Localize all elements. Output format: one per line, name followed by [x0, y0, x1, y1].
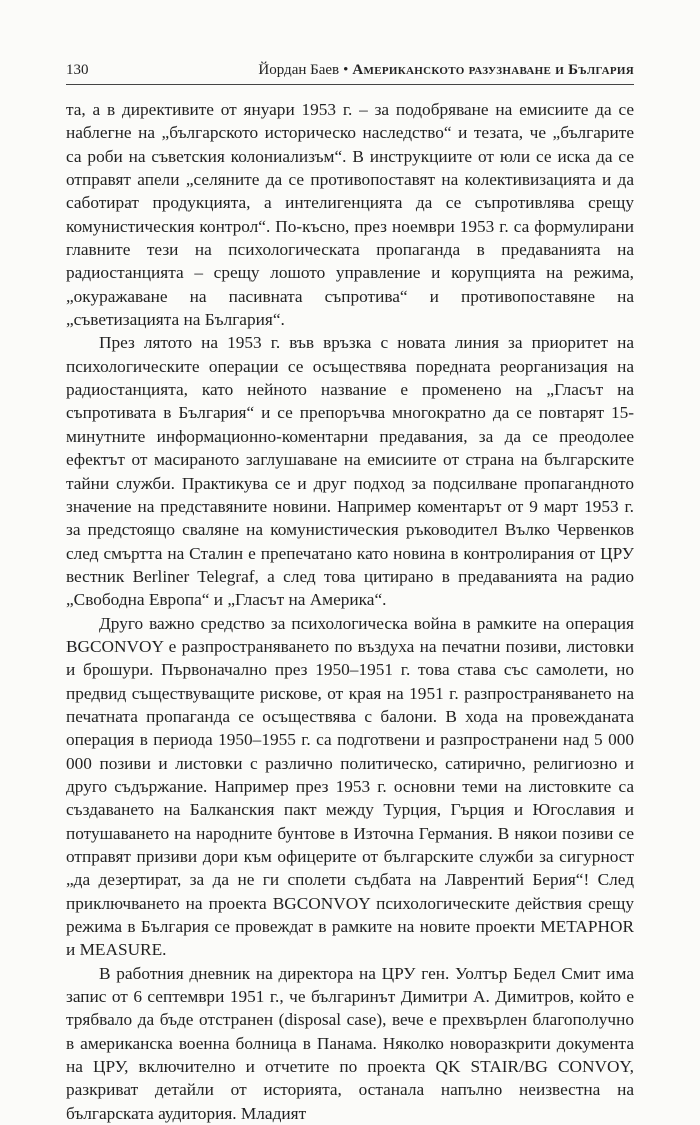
header-author: Йордан Баев	[258, 62, 340, 78]
paragraph-1: та, а в директивите от януари 1953 г. – за подобряване на емисиите да се наблегне на „българското историческо наследство“ и тезата, че „българите са роби на съветския колониализъм“. В инструкциите от юли се иска да се отправят апели „селяните да се противопоставят на колективизацията и да саботират продукцията, а интелигенцията да се съпротивлява срещу комунистическия контрол“. По-късно, през ноември 1953 г. са формулирани главните тези на психологическата пропаганда в предаванията на радиостанцията – срещу лошото управление и корупцията на режима, „окуражаване на пасивната съпротива“ и противопоставяне на „съветизацията на България“.	[66, 100, 634, 330]
header-separator: •	[343, 62, 349, 78]
header-book-title: Американското разузнаване и България	[352, 62, 634, 78]
header-author-title	[258, 62, 634, 79]
body-text	[66, 98, 634, 1125]
paragraph-2: През лятото на 1953 г. във връзка с новата линия за приоритет на психологическите операции се осъществява поредната реорганизация на радиостанцията, като нейното название е променено на „Гласът на съпротивата в България“ и се препоръчва многократно да се повтарят 15-минутните информационно-коментарни предавания, за да се преодолее ефектът от масираното заглушаване на емисиите от страна на българските тайни служби. Практикува се и друг подход за подсилване пропагандното значение на представяните новини. Например коментарът от 9 март 1953 г. за предстоящо сваляне на комунистическия ръководител Вълко Червенков след смъртта на Сталин е препечатано като новина в контролирания от ЦРУ вестник Berliner Telegraf, а след това цитирано в предаванията на радио „Свободна Европа“ и „Гласът на Америка“.	[66, 333, 634, 610]
running-header	[66, 62, 634, 85]
paragraph-4: В работния дневник на директора на ЦРУ ген. Уолтър Бедел Смит има запис от 6 септември 1951 г., че българинът Димитри А. Димитров, който е трябвало да бъде отстранен (disposal case), вече е прехвърлен благополучно в американска военна болница в Панама. Няколко новоразкрити документа на ЦРУ, включително и отчетите по проекта QK STAIR/BG CONVOY, разкриват детайли от историята, останала напълно неизвестна на българската аудитория. Младият	[66, 963, 634, 1123]
page-number: 130	[66, 62, 89, 78]
paragraph-3: Друго важно средство за психологическа война в рамките на операция BGCONVOY е разпространяването по въздуха на печатни позиви, листовки и брошури. Първоначално през 1950–1951 г. това става със самолети, но предвид съществуващите рискове, от края на 1951 г. разпространяването на печатната пропаганда се осъществява с балони. В хода на провежданата операция в периода 1950–1955 г. са подготвени и разпространени над 5 000 000 позиви и листовки с различно политическо, сатирично, религиозно и друго съдържание. Например през 1953 г. основни теми на листовките са създаването на Балканския пакт между Турция, Гърция и Югославия и потушаването на народните бунтове в Източна Германия. В някои позиви се отправят призиви дори към офицерите от българските служби за сигурност „да дезертират, за да не ги сполети съдбата на Лаврентий Берия“! След приключването на проекта BGCONVOY психологическите действия срещу режима в България се провеждат в рамките на новите проекти METAPHOR и MEASURE.	[66, 613, 634, 960]
